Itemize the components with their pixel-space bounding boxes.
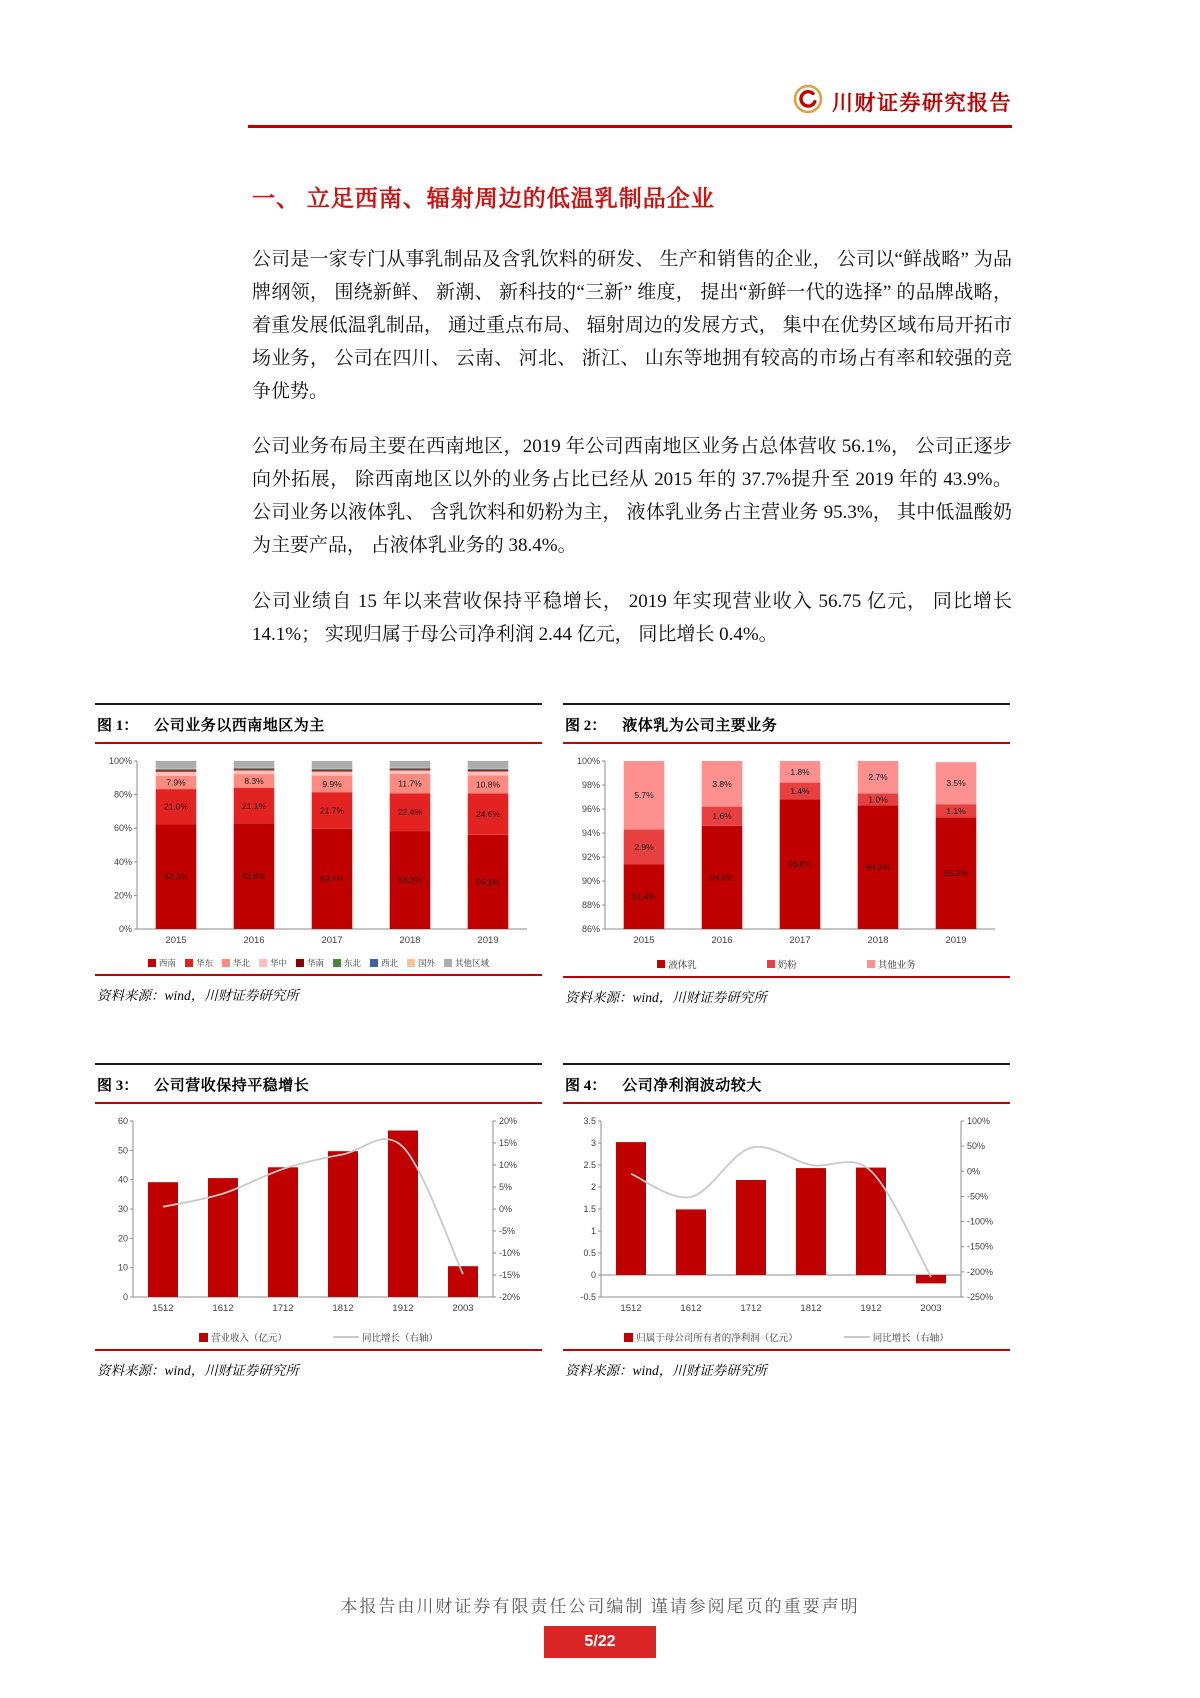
svg-text:1.6%: 1.6% bbox=[712, 811, 732, 822]
svg-text:50%: 50% bbox=[967, 1141, 986, 1152]
svg-text:0%: 0% bbox=[499, 1204, 513, 1214]
svg-text:98%: 98% bbox=[581, 780, 600, 790]
svg-text:2015: 2015 bbox=[165, 935, 187, 946]
svg-text:-20%: -20% bbox=[499, 1292, 521, 1302]
svg-text:30: 30 bbox=[117, 1204, 128, 1214]
svg-text:2018: 2018 bbox=[867, 935, 889, 946]
body-paragraph-1: 公司是一家专门从事乳制品及含乳饮料的研发、 生产和销售的企业， 公司以“鲜战略” 为品牌纲领， 围绕新鲜、 新潮、 新科技的“三新” 维度， 提出“新鲜一代的选择” 的品牌战略， 着重发展低温乳制品， 通过重点布局、 辐射周边的发展方式， 集中在优势区域布局开拓市场业务， 公司在四川、 云南、 河北、 浙江、 山东等地拥有较高的市场占有率和较强的竞争优势。 bbox=[252, 249, 1012, 402]
svg-text:56.1%: 56.1% bbox=[475, 876, 501, 887]
figure-4-header bbox=[563, 1063, 1010, 1104]
figure-2-chart: 86% 88% 90% 92% 94% 96% 98% 100% 91.4% 2.9% 5.7% 2015 94.6% 1.6% 3.8% 2016 96.8% 1.4% 1.8% 2017 96.3% 1.0% 2.7% 2018 95.3% 1.1% 3.5% 2019 液体乳 奶粉 其他业务 bbox=[563, 744, 1010, 971]
svg-text:10.8%: 10.8% bbox=[475, 779, 501, 790]
figure-2-header bbox=[563, 703, 1010, 744]
svg-text:20%: 20% bbox=[113, 890, 132, 901]
svg-text:91.4%: 91.4% bbox=[631, 891, 657, 902]
svg-text:96%: 96% bbox=[581, 804, 600, 814]
figure-3-title: 公司营收保持平稳增长 bbox=[154, 1078, 310, 1094]
svg-text:24.6%: 24.6% bbox=[475, 809, 501, 820]
svg-text:100%: 100% bbox=[108, 756, 132, 766]
figure-4-title: 公司净利润波动较大 bbox=[622, 1078, 762, 1094]
figure-1-header bbox=[95, 703, 542, 744]
svg-text:62.8%: 62.8% bbox=[241, 871, 267, 882]
svg-text:62.3%: 62.3% bbox=[163, 871, 189, 882]
figure-4 bbox=[563, 1063, 1010, 1379]
svg-text:2: 2 bbox=[590, 1182, 596, 1192]
svg-text:1912: 1912 bbox=[860, 1303, 882, 1314]
svg-text:-15%: -15% bbox=[499, 1270, 521, 1280]
svg-text:2019: 2019 bbox=[477, 935, 499, 946]
svg-text:58.3%: 58.3% bbox=[397, 875, 423, 885]
header-divider bbox=[248, 125, 1012, 128]
svg-text:21.0%: 21.0% bbox=[163, 801, 189, 812]
svg-text:1912: 1912 bbox=[392, 1303, 414, 1314]
svg-text:3.8%: 3.8% bbox=[712, 778, 732, 789]
figure-2-label: 图 2： bbox=[565, 718, 607, 734]
figure-3 bbox=[95, 1063, 542, 1379]
svg-text:21.1%: 21.1% bbox=[241, 800, 267, 811]
svg-text:2.9%: 2.9% bbox=[634, 841, 654, 852]
svg-text:2019: 2019 bbox=[945, 935, 967, 946]
figure-1-title: 公司业务以西南地区为主 bbox=[154, 718, 325, 734]
figure-1-chart: 0% 20% 40% 60% 80% 100% 62.3% 21.0% 7.9% 2015 62.8% 21.1% 8.3% 2016 59.7% 21.7% 9.9% 2017 58.3% 22.4% 11.7% 2018 56.1% 24.6% 10.8% 2019 西南 华东 华北 华中 华南 东北 西北 国外 其他区域 bbox=[95, 744, 542, 969]
svg-text:1.5: 1.5 bbox=[583, 1204, 596, 1214]
svg-text:94%: 94% bbox=[581, 828, 600, 838]
svg-text:21.7%: 21.7% bbox=[319, 805, 345, 816]
svg-text:1712: 1712 bbox=[740, 1303, 762, 1314]
brand-logo-icon bbox=[793, 84, 823, 119]
svg-text:10%: 10% bbox=[499, 1160, 518, 1170]
svg-text:-100%: -100% bbox=[967, 1216, 994, 1227]
svg-text:1.8%: 1.8% bbox=[790, 766, 810, 777]
svg-text:3.5: 3.5 bbox=[583, 1116, 596, 1126]
svg-text:60: 60 bbox=[117, 1116, 128, 1126]
svg-text:96.3%: 96.3% bbox=[865, 862, 891, 873]
figure-2 bbox=[563, 703, 1010, 1006]
svg-text:-250%: -250% bbox=[967, 1292, 994, 1302]
page-number-badge: 5/22 bbox=[544, 1626, 656, 1658]
body-paragraph-3: 公司业绩自 15 年以来营收保持平稳增长， 2019 年实现营业收入 56.75 亿元， 同比增长 14.1%； 实现归属于母公司净利润 2.44 亿元， 同比增长 0.4%。 bbox=[252, 591, 1012, 645]
svg-text:1.0%: 1.0% bbox=[868, 794, 888, 805]
svg-text:0%: 0% bbox=[967, 1166, 981, 1177]
body-paragraph-2: 公司业务布局主要在西南地区，2019 年公司西南地区业务占总体营收 56.1%， 公司正逐步向外拓展， 除西南地区以外的业务占比已经从 2015 年的 37.7%提升至 2019 年的 43.9%。 公司业务以液体乳、 含乳饮料和奶粉为主， 液体乳业务占主营业务 95.3%， 其中低温酸奶为主要产品， 占液体乳业务的 38.4%。 bbox=[252, 436, 1012, 556]
svg-text:1812: 1812 bbox=[332, 1303, 354, 1314]
figure-4-label: 图 4： bbox=[565, 1078, 607, 1094]
svg-text:1512: 1512 bbox=[620, 1303, 642, 1314]
figure-2-source: 资料来源：wind，川财证券研究所 bbox=[565, 990, 767, 1005]
svg-text:10: 10 bbox=[117, 1262, 128, 1273]
svg-text:9.9%: 9.9% bbox=[322, 778, 342, 789]
svg-text:1.4%: 1.4% bbox=[790, 786, 810, 796]
figure-2-title: 液体乳为公司主要业务 bbox=[622, 718, 778, 734]
svg-text:1: 1 bbox=[590, 1226, 596, 1236]
figure-4-chart: -0.5 0 0.5 1 1.5 2 2.5 3 3.5 -250% -200% -150% -100% -50% 0% 50% 100% 1512 1612 1712 1812 1912 2003 归属于母公司所有者的净利润（亿元） 同比增长（右轴） bbox=[580, 1116, 994, 1344]
svg-text:2018: 2018 bbox=[399, 935, 421, 946]
svg-text:2003: 2003 bbox=[452, 1303, 474, 1314]
svg-text:0: 0 bbox=[590, 1270, 596, 1280]
svg-text:-10%: -10% bbox=[499, 1248, 521, 1258]
figure-3-source: 资料来源：wind，川财证券研究所 bbox=[97, 1363, 299, 1378]
figure-3-header bbox=[95, 1063, 542, 1104]
svg-text:7.9%: 7.9% bbox=[166, 777, 186, 788]
svg-text:2017: 2017 bbox=[789, 935, 811, 946]
svg-text:1512: 1512 bbox=[152, 1303, 174, 1314]
svg-text:40: 40 bbox=[117, 1174, 128, 1185]
svg-text:5.7%: 5.7% bbox=[634, 790, 654, 801]
svg-text:80%: 80% bbox=[113, 789, 132, 800]
svg-text:0: 0 bbox=[122, 1292, 128, 1302]
svg-text:92%: 92% bbox=[581, 852, 600, 862]
svg-text:90%: 90% bbox=[581, 876, 600, 886]
svg-text:50: 50 bbox=[117, 1145, 128, 1156]
svg-text:0.5: 0.5 bbox=[583, 1248, 596, 1258]
svg-text:86%: 86% bbox=[581, 924, 600, 934]
figure-1-label: 图 1： bbox=[97, 718, 139, 734]
svg-text:20: 20 bbox=[117, 1233, 128, 1244]
svg-text:2016: 2016 bbox=[711, 935, 733, 946]
svg-text:60%: 60% bbox=[113, 823, 132, 834]
svg-text:100%: 100% bbox=[576, 756, 600, 766]
svg-text:-200%: -200% bbox=[967, 1266, 994, 1277]
svg-text:15%: 15% bbox=[499, 1138, 518, 1148]
svg-text:1612: 1612 bbox=[680, 1303, 702, 1314]
svg-text:5%: 5% bbox=[499, 1182, 513, 1192]
figure-4-source: 资料来源：wind，川财证券研究所 bbox=[565, 1363, 767, 1378]
svg-text:-50%: -50% bbox=[967, 1191, 989, 1202]
svg-text:59.7%: 59.7% bbox=[319, 873, 345, 884]
section-title: 一、 立足西南、辐射周边的低温乳制品企业 bbox=[252, 186, 715, 211]
svg-text:100%: 100% bbox=[967, 1116, 991, 1126]
svg-text:-150%: -150% bbox=[967, 1241, 994, 1252]
svg-text:1712: 1712 bbox=[272, 1303, 294, 1314]
brand-title: 川财证券研究报告 bbox=[832, 90, 1012, 115]
figure-3-chart: 0 10 20 30 40 50 60 -20% -15% -10% -5% 0% 5% 10% 15% 20% 1512 1612 1712 1812 1912 2003 营业收入（亿元） 同比增长（右轴） bbox=[117, 1116, 521, 1344]
svg-text:2.5: 2.5 bbox=[583, 1160, 596, 1170]
svg-text:3.5%: 3.5% bbox=[946, 778, 966, 789]
figure-3-label: 图 3： bbox=[97, 1078, 139, 1094]
svg-text:20%: 20% bbox=[499, 1116, 518, 1126]
svg-text:2017: 2017 bbox=[321, 935, 343, 946]
svg-text:40%: 40% bbox=[113, 856, 132, 867]
svg-text:0%: 0% bbox=[118, 924, 132, 934]
svg-text:2.7%: 2.7% bbox=[868, 772, 888, 783]
svg-text:2016: 2016 bbox=[243, 935, 265, 946]
svg-text:88%: 88% bbox=[581, 900, 600, 910]
svg-text:1812: 1812 bbox=[800, 1303, 822, 1314]
figure-1-source: 资料来源：wind，川财证券研究所 bbox=[97, 988, 299, 1003]
svg-text:11.7%: 11.7% bbox=[398, 778, 422, 789]
svg-text:95.3%: 95.3% bbox=[943, 868, 969, 879]
svg-text:-5%: -5% bbox=[499, 1226, 516, 1236]
svg-text:22.4%: 22.4% bbox=[397, 807, 423, 818]
svg-text:2003: 2003 bbox=[920, 1303, 942, 1314]
svg-text:1612: 1612 bbox=[212, 1303, 234, 1314]
footer-disclaimer: 本报告由川财证券有限责任公司编制 谨请参阅尾页的重要声明 bbox=[340, 1597, 860, 1616]
svg-text:-0.5: -0.5 bbox=[580, 1292, 596, 1302]
svg-text:1.1%: 1.1% bbox=[946, 805, 966, 816]
svg-text:8.3%: 8.3% bbox=[244, 776, 264, 787]
svg-text:2015: 2015 bbox=[633, 935, 655, 946]
svg-text:3: 3 bbox=[590, 1138, 596, 1148]
report-header bbox=[700, 84, 1012, 119]
figure-1 bbox=[95, 703, 542, 1004]
svg-text:96.8%: 96.8% bbox=[787, 859, 813, 870]
svg-text:94.6%: 94.6% bbox=[709, 872, 735, 883]
